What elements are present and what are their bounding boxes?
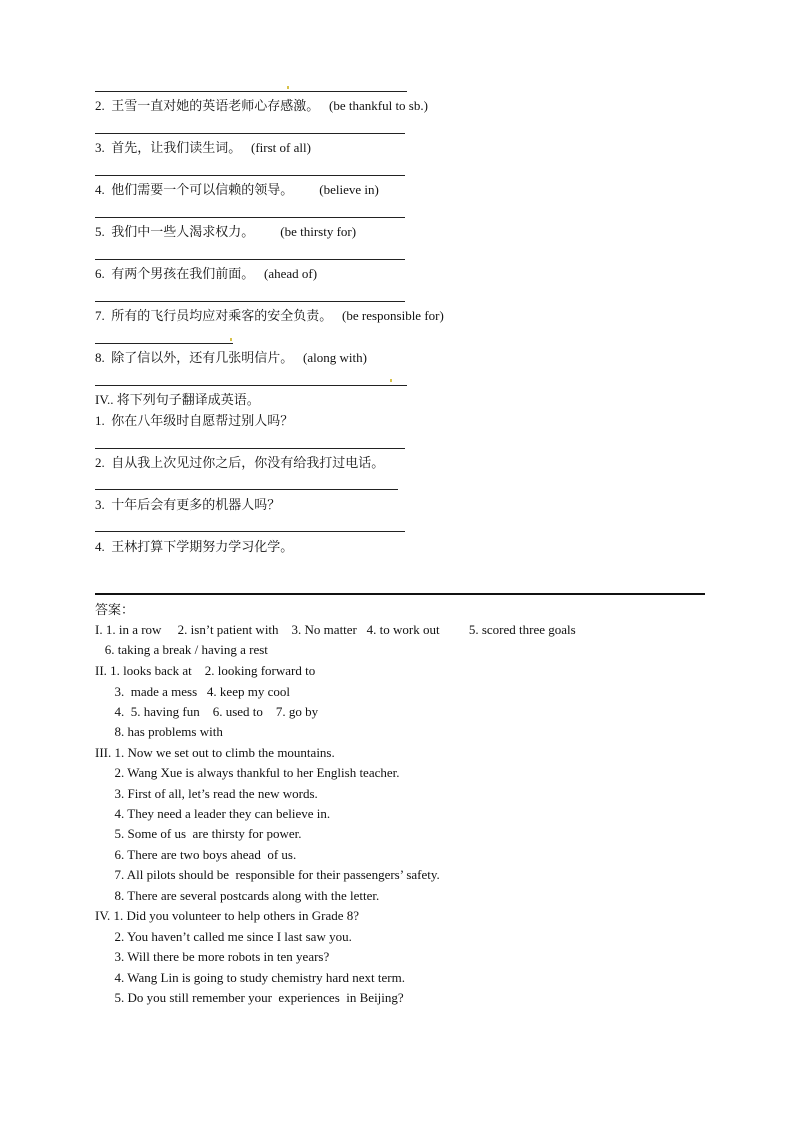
answer-line: 5. Some of us are thirsty for power. — [95, 826, 302, 841]
question-3-3: 3. 首先，让我们读生词。 (first of all) — [95, 140, 311, 155]
answer-line: 6. There are two boys ahead of us. — [95, 847, 297, 862]
section-divider — [95, 593, 705, 595]
question-4-3: 3. 十年后会有更多的机器人吗？ — [95, 497, 281, 512]
answer-blank[interactable] — [95, 175, 405, 176]
question-4-2: 2. 自从我上次见过你之后，你没有给我打过电话。 — [95, 455, 385, 470]
answer-blank[interactable] — [95, 301, 405, 302]
answer-blank[interactable] — [95, 343, 233, 344]
answer-line: III. 1. Now we set out to climb the mountains. — [95, 745, 335, 760]
answer-line: 2. You haven’t called me since I last saw you. — [95, 929, 352, 944]
part-iv-heading: IV.. 将下列句子翻译成英语。 — [95, 392, 260, 407]
answer-line: 6. taking a break / having a rest — [95, 642, 268, 657]
question-3-8: 8. 除了信以外，还有几张明信片。 (along with) — [95, 350, 367, 365]
answer-blank[interactable] — [95, 133, 405, 134]
answer-line: I. 1. in a row 2. isn’t patient with 3. No matter 4. to work out 5. scored three goals — [95, 622, 576, 637]
question-3-7: 7. 所有的飞行员均应对乘客的安全负责。 (be responsible for) — [95, 308, 444, 323]
answer-line: II. 1. looks back at 2. looking forward to — [95, 663, 316, 678]
answer-line: 4. Wang Lin is going to study chemistry hard next term. — [95, 970, 405, 985]
question-3-5: 5. 我们中一些人渴求权力。 (be thirsty for) — [95, 224, 357, 239]
answer-line: 4. They need a leader they can believe in. — [95, 806, 331, 821]
answer-line: 4. 5. having fun 6. used to 7. go by — [95, 704, 319, 719]
answer-blank[interactable] — [95, 531, 405, 532]
question-3-4: 4. 他们需要一个可以信赖的领导。 (believe in) — [95, 182, 379, 197]
answer-line: 8. has problems with — [95, 724, 223, 739]
answer-blank[interactable] — [95, 448, 405, 449]
answer-blank[interactable] — [95, 385, 407, 386]
ink-speck — [390, 379, 392, 382]
question-4-4: 4. 王林打算下学期努力学习化学。 — [95, 539, 294, 554]
ink-speck — [287, 86, 289, 89]
answer-line: 3. made a mess 4. keep my cool — [95, 684, 290, 699]
answer-line: IV. 1. Did you volunteer to help others in Grade 8? — [95, 908, 360, 923]
answers-title: 答案： — [95, 602, 135, 617]
answer-blank[interactable] — [95, 217, 405, 218]
answer-line: 5. Do you still remember your experiences in Beijing? — [95, 990, 404, 1005]
question-3-6: 6. 有两个男孩在我们前面。 (ahead of) — [95, 266, 318, 281]
answer-blank[interactable] — [95, 259, 405, 260]
answer-line: 8. There are several postcards along with the letter. — [95, 888, 380, 903]
ink-speck — [230, 338, 232, 341]
answer-line: 2. Wang Xue is always thankful to her English teacher. — [95, 765, 400, 780]
answer-blank[interactable] — [95, 91, 407, 92]
question-4-1: 1. 你在八年级时自愿帮过别人吗？ — [95, 413, 294, 428]
answer-line: 3. Will there be more robots in ten years? — [95, 949, 330, 964]
question-3-2: 2. 王雪一直对她的英语老师心存感激。 (be thankful to sb.) — [95, 98, 428, 113]
answer-line: 7. All pilots should be responsible for their passengers’ safety. — [95, 867, 440, 882]
answer-blank[interactable] — [95, 489, 398, 490]
answer-line: 3. First of all, let’s read the new words. — [95, 786, 318, 801]
